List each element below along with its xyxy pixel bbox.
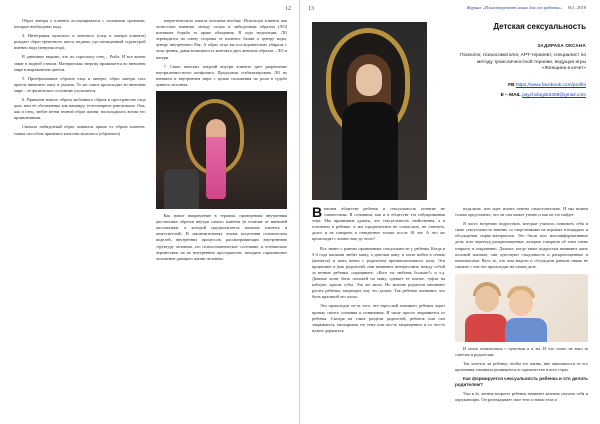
- child-face: [475, 286, 499, 312]
- email-contact: [460, 93, 586, 98]
- children-photo: [455, 274, 588, 342]
- paragraph: 5. Преобразование образов отца и матери, образ матери стал крепче внешнего окну и указать. То же самое происходит во внешнем мире – её физическое состояние улучшается.: [14, 75, 146, 93]
- page-number-left: 12: [285, 6, 291, 12]
- right-page: [300, 0, 600, 424]
- paragraph: Уже в 2х летнем возрасте ребенок начинает активно изучать себя и окружающих. Он разглядывает свое тело и наши тела и: [455, 391, 588, 403]
- facebook-link[interactable]: https://www.facebook.com/profile: [515, 82, 586, 88]
- paragraph: энергетического канала человека вообще. Используя клиента как полностью влияние, между отцом и либидозным образом (ЛО) возникает борьба за право обладания. В ходе медитации, ЛО переводится на смену стороны от клиента, ближе к центру воды, центру внутреннего Рая. А образ отца вы последовательно убирала с поля зрения, давая возможность контакта двух женских образов – ЛО и матери.: [155, 18, 287, 60]
- email-link[interactable]: psychologist2409@gmail.com: [522, 92, 586, 98]
- paragraph: Как новое направление в терапии, проведенная внутренняя расстановка образов внутри самого клиента (в отличие от внешней расстановки, в которой предполагается наличие клиента и заместителей). В заключительных этапах исцеления психических моделей, внутренних процессов, рассматривающих внутреннюю структуру человека, его психосоматическое состояние, и оптимально перенесение их во внутреннем пространстве, находить гармоничное положение дающего жизни человека.: [155, 213, 287, 261]
- right-column-2: [455, 206, 588, 416]
- email-label: E – MAIL: [500, 92, 521, 98]
- paragraph: Я часто встречаю подростков, которые учились понимать себя и свою сексуальность именно со сверстниками на игровых площадках и обсуждении порно-материалов. Это были или малоинформативные дети, или черезчур раскрепощенные, которые говорили об этом очень открыто и откровенно. Дальше, когда такие подростки начинают жить половой жизнью, они чувствуют стыдливость и раскрепощенные и комплексами. Весь то, что они видели и обсуждали раньше никак не связано с тем что происходит на самом деле.: [455, 221, 588, 269]
- article-title: Детская сексуальность: [493, 22, 586, 31]
- right-column-1: [312, 206, 445, 416]
- fb-label: FB: [508, 82, 515, 88]
- facebook-contact: [460, 83, 586, 88]
- paragraph: 7. Связь женских энергий внутри клиента дает разрешение внутриличностного конфликта. Продолжая стабилизировать ЛО во внешнем и внутреннем мире с целью положения их роли в судьбе данного человека.: [155, 63, 287, 87]
- paragraph: И опять взаимосвязь с чувством я и ты. И что точно не взял за советом и родителям.: [455, 345, 588, 358]
- paragraph: Образ матери у клиента ассоциировался с половыми органами, которые необходимо вода.: [14, 18, 146, 30]
- face: [356, 64, 382, 96]
- illustration-photo: [156, 91, 288, 209]
- paragraph: Так хочется ли ребенку, чтобы его жизнь, вне зависимости от его признания, начинала развиваться от одиночества и всех страх.: [455, 361, 588, 373]
- journal-header: [300, 5, 586, 10]
- dress: [342, 102, 398, 200]
- left-column-1: [14, 18, 146, 416]
- paragraph: [312, 206, 445, 243]
- child-shirt: [465, 314, 507, 342]
- issue-number: №1, 2018: [567, 5, 586, 10]
- paragraph: Это происходит из-за того, что взрослый понимает ребенок через призму своего сознания и понимания. И чаще просто закрывается от ребенка. Смотря на такое раздели родителей, ребенок или сам закрывается, маскировая эту тему или что-то запрещенное и то что-то нужно держаться: [312, 303, 445, 333]
- right-columns: [312, 206, 588, 416]
- girl-figure: [206, 119, 226, 199]
- child-face: [509, 290, 533, 316]
- author-portrait: [312, 22, 427, 200]
- journal-name: Журнал «Психотерапевт влиял для его работы»: [466, 5, 562, 10]
- child-shirt: [505, 318, 547, 342]
- drop-cap: В: [312, 206, 323, 220]
- paragraph: Все знают о ранних проявлениях сексуальности у ребенка. Когда в 3-4 года малыши любят маму, а девочки пану, и хотят войти в семью (женится) и жить вечно с родителем противоположного пола. Эти проявляют в (как родителей, они начинают интересовать между собой за вечные ребенка, спрашивать: «Кого ты любишь больше?» и т.д. Дамные хотят быть похожей на маму, одевает ее платье, туфли на каблуке, красит губы. Это же мило. Но многие родители начинают ругать ребенка, запрещать ему это делать. Так ребенок понимает, что быть красивой это плохо.: [312, 245, 445, 300]
- chair: [164, 169, 199, 209]
- article-heading: [460, 22, 586, 103]
- author-name: ЗАДИРАКА ОКСАНА: [537, 43, 586, 48]
- paragraph-text: нашем обществе ребенок и сексуальность понятие не совместимы. В основном, как и в обществе эта табуированная тема. Мы принимаем думать, что сексуальность свойственна, а в основном в ребенке, и мы предпочитаем не осмыслять, не отвечать, долго и не говорить в отведенное только после 18 лет. А что же происходит с личностью до этого?: [312, 206, 445, 242]
- left-columns: [14, 18, 287, 416]
- paragraph: 6. Принятие нового образа любовного образа в пространстве отца дало нам её обозначение как вампиру, телесноврное рангатишие. Она, как и отец, любит ветви земной образ жизни, насмладилась всеми его проявлениями.: [14, 97, 146, 121]
- section-subheading: Как формируется сексуальность ребенка и что делать родителям?: [455, 376, 588, 388]
- left-column-2: [156, 18, 288, 416]
- paragraph: В динамике видимо, что по гороскопу отец – Рыба. И все жизнь завит в водной стихии. Материнская энергия проявляется во внешнем мире в выраженном цветом.: [14, 54, 146, 72]
- author-role: Психолог, психосоматолог, АРТ-терапевт, специалист по методу трансличностной терапии, ведущая игры «Женщина в кочет»: [460, 53, 586, 72]
- paragraph: Сначала либидозный образ появился прямо от образа клиента, таким способом применил качества мужского (образного): [14, 124, 146, 136]
- paragraph: подальше, или идет искать ответы самостоятельно. И мы можем только представить, что он сам может узнать и как он это найдет.: [455, 206, 588, 218]
- page-number-right: 13: [308, 6, 314, 12]
- paragraph: 4. Интеграция мужского и женского (отца и матери клиента) рождает образ трепетного аиста, видимо, где насыщенный структурой именно вода (энергия отца).: [14, 33, 146, 51]
